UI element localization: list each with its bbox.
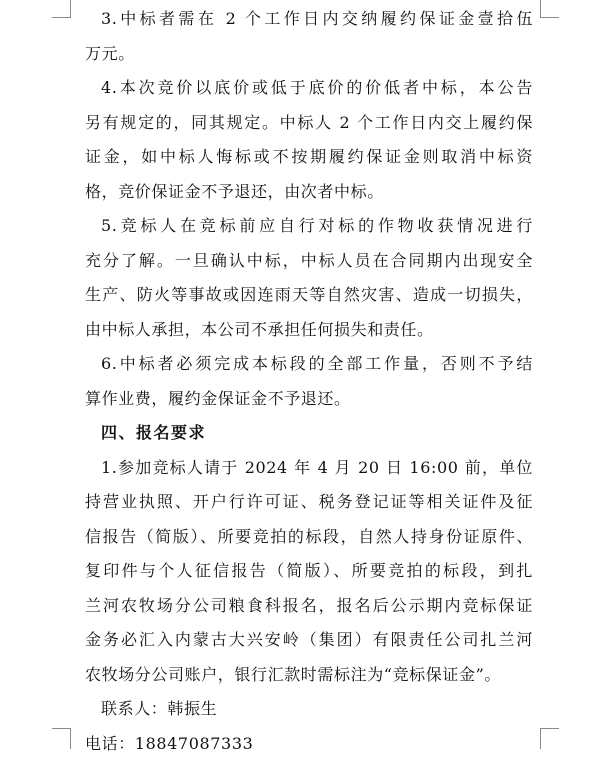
margin-mark-bottom-right: [540, 728, 559, 749]
margin-mark-bottom-left: [52, 728, 71, 749]
item-5-line-3: 生产、防火等事故或因连雨天等自然灾害、造成一切损失，: [85, 278, 533, 313]
registration-line-1: 1.参加竞标人请于 2024 年 4 月 20 日 16:00 前，单位: [85, 451, 533, 486]
item-4-line-1: 4.本次竞价以底价或低于底价的价低者中标，本公告: [85, 71, 533, 106]
document-body: [85, 2, 533, 761]
item-5-line-4: 由中标人承担，本公司不承担任何损失和责任。: [85, 313, 533, 348]
contact-phone: 电话：18847087333: [85, 727, 533, 761]
margin-mark-top-left: [52, 0, 71, 18]
section-heading-registration: 四、报名要求: [85, 416, 533, 451]
registration-line-5: 兰河农牧场分公司粮食科报名，报名后公示期内竞标保证: [85, 589, 533, 624]
item-6-line-2: 算作业费，履约金保证金不予退还。: [85, 382, 533, 417]
item-5-line-2: 充分了解。一旦确认中标，中标人员在合同期内出现安全: [85, 244, 533, 279]
item-4-line-4: 格，竞价保证金不予退还，由次者中标。: [85, 175, 533, 210]
registration-line-6: 金务必汇入内蒙古大兴安岭（集团）有限责任公司扎兰河: [85, 623, 533, 658]
item-3-line-2: 万元。: [85, 37, 533, 72]
item-4-line-3: 证金，如中标人悔标或不按期履约保证金则取消中标资: [85, 140, 533, 175]
registration-line-4: 复印件与个人征信报告（简版）、所要竞拍的标段，到扎: [85, 554, 533, 589]
margin-mark-top-right: [540, 0, 559, 18]
item-6-line-1: 6.中标者必须完成本标段的全部工作量，否则不予结: [85, 347, 533, 382]
registration-line-7: 农牧场分公司账户，银行汇款时需标注为“竞标保证金”。: [85, 658, 533, 693]
item-5-line-1: 5.竞标人在竞标前应自行对标的作物收获情况进行: [85, 209, 533, 244]
item-3-line-1: 3.中标者需在 2 个工作日内交纳履约保证金壹拾伍: [85, 2, 533, 37]
item-4-line-2: 另有规定的，同其规定。中标人 2 个工作日内交上履约保: [85, 106, 533, 141]
registration-line-3: 信报告（简版）、所要竞拍的标段，自然人持身份证原件、: [85, 520, 533, 555]
registration-line-2: 持营业执照、开户行许可证、税务登记证等相关证件及征: [85, 485, 533, 520]
contact-person: 联系人：韩振生: [85, 692, 533, 727]
